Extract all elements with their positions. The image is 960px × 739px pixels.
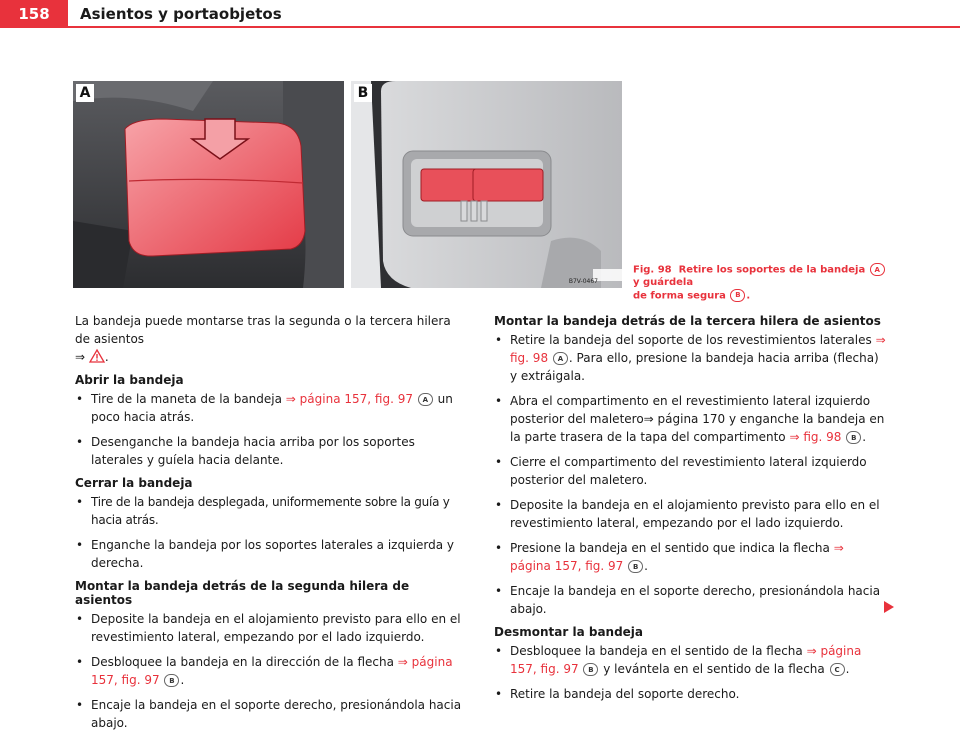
left-column: [75, 312, 467, 739]
page-link[interactable]: ⇒ página 157, fig. 97: [510, 644, 862, 676]
list-item: [494, 642, 886, 678]
list-item-text: Cierre el compartimento del revestimiento lateral izquierdo posterior del maletero.: [510, 455, 867, 487]
list-item-text: Presione la bandeja en el sentido que indica la flecha: [510, 541, 830, 555]
list-item: [494, 685, 886, 703]
bullet-icon: •: [76, 612, 84, 626]
caption-ref-a: A: [870, 263, 885, 276]
ref-badge: B: [583, 663, 598, 676]
figure-caption: [633, 263, 893, 302]
bullet-icon: •: [495, 584, 503, 598]
list-item-text: Abra el compartimento en el revestimiento lateral izquierdo posterior del maletero⇒ página 170 y enganche la bandeja en la parte trasera de la tapa del compartimento: [510, 394, 885, 444]
caption-line2: de forma segura: [633, 290, 726, 301]
heading-mount-second-row: Montar la bandeja detrás de la segunda hilera de asientos: [75, 579, 410, 607]
list-item-text: Retire la bandeja del soporte de los revestimientos laterales: [510, 333, 872, 347]
bullet-icon: •: [495, 333, 503, 347]
list-item-text: .: [180, 673, 185, 687]
list-item-text: Desenganche la bandeja hacia arriba por los soportes laterales y guíela hacia delante.: [91, 435, 415, 467]
warning-triangle-icon[interactable]: [89, 349, 105, 363]
list-item-text: y levántela en el sentido de la flecha: [603, 662, 825, 676]
list-item: [75, 696, 467, 732]
bullet-icon: •: [76, 538, 84, 552]
list-item: [494, 331, 886, 385]
intro-arrow: ⇒: [75, 350, 86, 364]
bullet-icon: •: [495, 498, 503, 512]
figure-panel-a: [73, 81, 344, 288]
heading-open-tray: Abrir la bandeja: [75, 373, 184, 387]
ref-badge: A: [418, 393, 433, 406]
intro-paragraph: [75, 312, 467, 366]
intro-text: La bandeja puede montarse tras la segunda o la tercera hilera de asientos: [75, 314, 451, 346]
heading-remove-tray: Desmontar la bandeja: [494, 625, 644, 639]
bullet-icon: •: [76, 655, 84, 669]
list-item: [75, 536, 467, 572]
page-link[interactable]: ⇒ página 157, fig. 97: [285, 392, 413, 406]
ref-badge: B: [164, 674, 179, 687]
caption-end: .: [746, 290, 751, 301]
list-item-text: .: [862, 430, 867, 444]
ref-badge: C: [830, 663, 845, 676]
heading-close-tray: Cerrar la bandeja: [75, 476, 193, 490]
bullet-icon: •: [76, 392, 84, 406]
bullet-icon: •: [495, 455, 503, 469]
ref-badge: B: [846, 431, 861, 444]
bullet-icon: •: [76, 495, 83, 509]
panel-b-label: B: [354, 84, 372, 102]
list-item-text: .: [845, 662, 850, 676]
list-item: [75, 610, 467, 646]
bullet-icon: •: [76, 698, 84, 712]
page-number: 158: [0, 0, 68, 28]
list-item-text: Deposite la bandeja en el alojamiento previsto para ello en el revestimiento lateral, empezando por el lado izquierdo.: [510, 498, 880, 530]
bullet-icon: •: [495, 541, 503, 555]
figure-panel-b: [351, 81, 622, 288]
caption-label: Fig. 98: [633, 264, 672, 276]
list-item-text: Tire de la bandeja desplegada, uniformemente sobre la guía y hacia atrás.: [91, 495, 450, 527]
list-item: [494, 453, 886, 489]
right-column: [494, 312, 886, 710]
list-item-text: . Para ello, presione la bandeja hacia arriba (flecha) y extráigala.: [510, 351, 879, 383]
page-link[interactable]: ⇒ página 157, fig. 97: [91, 655, 453, 687]
caption-ref-b: B: [730, 289, 745, 302]
bullet-icon: •: [495, 687, 503, 701]
ref-badge: B: [628, 560, 643, 573]
bullet-icon: •: [495, 644, 503, 658]
panel-a-label: A: [76, 84, 94, 102]
image-code: B7V-0467: [568, 278, 598, 285]
bullet-icon: •: [495, 394, 503, 408]
list-item-text: Tire de la maneta de la bandeja: [91, 392, 282, 406]
list-item-text: Deposite la bandeja en el alojamiento previsto para ello en el revestimiento lateral, empezando por el lado izquierdo.: [91, 612, 461, 644]
list-item: [75, 653, 467, 689]
caption-text: Retire los soportes de la bandeja: [678, 264, 866, 276]
tray-holder-illustration: [73, 81, 344, 288]
caption-mid: y guárdela: [633, 276, 694, 288]
list-item: [75, 493, 467, 529]
figure-link[interactable]: ⇒ fig. 98: [789, 430, 842, 444]
heading-mount-third-row: Montar la bandeja detrás de la tercera hilera de asientos: [494, 314, 881, 328]
list-item: [494, 582, 886, 618]
ref-badge: A: [553, 352, 568, 365]
list-item-text: Enganche la bandeja por los soportes laterales a izquierda y derecha.: [91, 538, 455, 570]
intro-end: .: [104, 350, 109, 364]
next-page-arrow-icon[interactable]: [884, 601, 894, 613]
list-item-text: un poco hacia atrás.: [91, 392, 453, 424]
figure-link[interactable]: ⇒ fig. 98: [510, 333, 886, 365]
bullet-icon: •: [76, 435, 84, 449]
list-item-text: Retire la bandeja del soporte derecho.: [510, 687, 740, 701]
list-item: [494, 539, 886, 575]
list-item-text: Desbloquee la bandeja en la dirección de la flecha: [91, 655, 394, 669]
list-item: [494, 496, 886, 532]
chapter-title: Asientos y portaobjetos: [80, 5, 282, 23]
list-item: [494, 392, 886, 446]
list-item-text: Encaje la bandeja en el soporte derecho, presionándola hacia abajo.: [510, 584, 881, 616]
list-item: [75, 390, 467, 426]
compartment-lid-illustration: [351, 81, 622, 288]
page-link[interactable]: ⇒ página 157, fig. 97: [510, 541, 844, 573]
list-item: [75, 433, 467, 469]
list-item-text: Encaje la bandeja en el soporte derecho, presionándola hacia abajo.: [91, 698, 462, 730]
list-item-text: Desbloquee la bandeja en el sentido de la flecha: [510, 644, 803, 658]
header-rule: [68, 26, 960, 28]
list-item-text: .: [644, 559, 648, 573]
